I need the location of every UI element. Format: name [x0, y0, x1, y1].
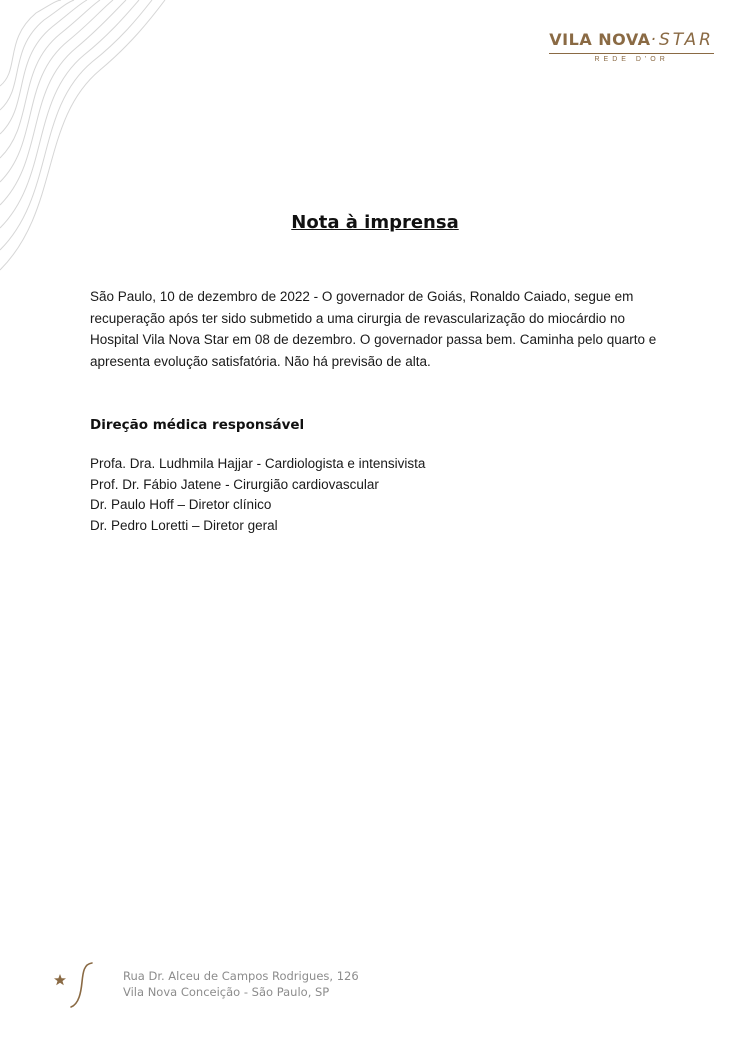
logo-wordmark: [549, 30, 714, 50]
vila-nova-star-logo: [549, 30, 714, 63]
footer-logo-mark: [52, 960, 98, 1010]
logo-rule: [549, 53, 714, 54]
s-flourish-icon: [71, 963, 92, 1007]
logo-main-text: VILA NOVA: [549, 30, 651, 49]
logo-star-word: ·STAR: [650, 30, 714, 50]
medical-staff-list: [90, 454, 425, 536]
footer-address: [123, 968, 359, 1000]
press-release-paragraph: São Paulo, 10 de dezembro de 2022 - O governador de Goiás, Ronaldo Caiado, segue em recuperação após ter sido submetido a uma cirurgia de revascularização do miocárdio no Hospital Vila Nova Star em 08 de dezembro. O governador passa bem. Caminha pelo quarto e apresenta evolução satisfatória. Não há previsão de alta.: [90, 289, 657, 369]
decorative-wave-lines: [0, 0, 180, 300]
star-icon: [54, 974, 66, 985]
document-title: Nota à imprensa: [291, 212, 459, 233]
logo-subtitle: REDE D'OR: [594, 56, 669, 63]
section-heading: Direção médica responsável: [90, 417, 305, 433]
staff-item: Dr. Paulo Hoff – Diretor clínico: [90, 497, 272, 512]
staff-item: Prof. Dr. Fábio Jatene - Cirurgião cardiovascular: [90, 476, 379, 492]
staff-item: Dr. Pedro Loretti – Diretor geral: [90, 517, 278, 533]
address-line-2: Vila Nova Conceição - São Paulo, SP: [123, 985, 330, 999]
staff-item: Profa. Dra. Ludhmila Hajjar - Cardiologista e intensivista: [90, 456, 426, 471]
address-line-1: Rua Dr. Alceu de Campos Rodrigues, 126: [123, 969, 359, 983]
